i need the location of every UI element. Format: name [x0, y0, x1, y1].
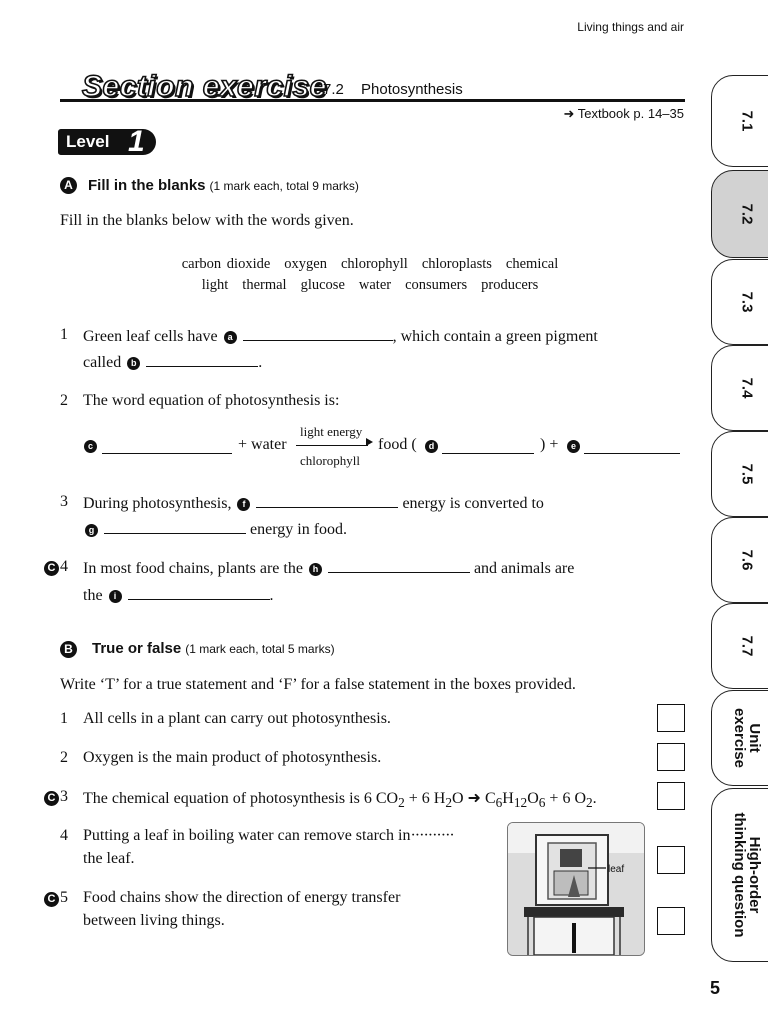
- question-text: During photosynthesis,: [83, 495, 232, 512]
- question-number: 4: [60, 558, 68, 575]
- equation-text: + 6 O: [545, 790, 586, 807]
- question-b5-line1: Food chains show the direction of energy transfer: [83, 889, 401, 906]
- word-bank-word: water: [358, 277, 392, 293]
- blank-marker-a: a: [224, 331, 237, 344]
- section-title: Section exercise: [82, 70, 327, 103]
- question-b4-line1: [83, 827, 454, 845]
- question-text: Green leaf cells have: [83, 328, 218, 345]
- tab-label: 7.3: [738, 291, 756, 313]
- question-a4-line1: [83, 558, 574, 578]
- arrow-head-icon: [366, 438, 373, 446]
- question-b3-text: [83, 788, 597, 811]
- question-a1-line2: [83, 352, 262, 372]
- equation-text: H: [502, 790, 514, 807]
- word-bank-word: carbon dioxide: [181, 256, 271, 272]
- word-bank-word: chemical: [505, 256, 559, 272]
- blank-marker-g: g: [85, 524, 98, 537]
- blank-marker-c: c: [84, 440, 97, 453]
- question-text: .: [258, 354, 263, 371]
- page-number: 5: [709, 978, 720, 998]
- word-bank-word: thermal: [242, 277, 287, 293]
- arrow-label-below: chlorophyll: [300, 453, 360, 468]
- title-rule: [60, 99, 685, 102]
- question-number: 1: [60, 710, 68, 727]
- answer-box-b4[interactable]: [657, 846, 685, 874]
- tab-high-order-thinking[interactable]: [711, 788, 768, 962]
- answer-box-b1[interactable]: [657, 704, 685, 732]
- question-b4-line2: the leaf.: [83, 850, 135, 867]
- blank-c[interactable]: [102, 439, 232, 454]
- blank-d[interactable]: [442, 439, 534, 454]
- question-number: 5: [60, 889, 68, 906]
- blank-a[interactable]: [243, 326, 393, 341]
- question-text: energy is converted to: [402, 495, 544, 512]
- question-a1-line1: [83, 326, 598, 346]
- reaction-arrow: [296, 445, 368, 446]
- tab-label: 7.6: [738, 549, 756, 571]
- word-bank-word: chlorophyll: [340, 256, 408, 272]
- question-a2-text: The word equation of photosynthesis is:: [83, 392, 340, 409]
- tab-label-line: thinking question: [731, 812, 748, 938]
- answer-box-b2[interactable]: [657, 743, 685, 771]
- question-number: 4: [60, 827, 68, 844]
- tab-7-5[interactable]: [711, 431, 768, 517]
- question-number: 3: [60, 788, 68, 805]
- equation-text: + 6 H: [404, 790, 446, 807]
- question-text: energy in food.: [250, 521, 348, 538]
- running-header: Living things and air: [577, 20, 684, 34]
- equation-close: ) +: [540, 436, 559, 453]
- blank-marker-d: d: [425, 440, 438, 453]
- tab-unit-exercise[interactable]: [711, 690, 768, 786]
- tab-7-1[interactable]: [711, 75, 768, 167]
- word-bank-row-2: [150, 277, 590, 294]
- blank-marker-h: h: [309, 563, 322, 576]
- question-b2-text: Oxygen is the main product of photosynthesis.: [83, 749, 382, 766]
- subscript: 6: [495, 795, 503, 811]
- part-b-marker: B: [60, 641, 77, 658]
- word-bank-word: consumers: [405, 277, 468, 293]
- part-b-title: True or false: [92, 640, 182, 657]
- question-text: .: [269, 587, 274, 604]
- question-a4-line2: [83, 585, 274, 605]
- question-a3-line2: [83, 519, 347, 539]
- word-bank-word: light: [201, 277, 229, 293]
- question-number: 2: [60, 392, 68, 409]
- blank-e[interactable]: [584, 439, 680, 454]
- part-b-instruction: Write ‘T’ for a true statement and ‘F’ for a false statement in the boxes provided.: [60, 676, 576, 693]
- question-b5-line2: between living things.: [83, 912, 225, 929]
- tab-label: 7.5: [738, 463, 756, 485]
- tab-label: 7.4: [738, 377, 756, 399]
- photo-label-leaf: leaf: [608, 864, 625, 875]
- tab-label: 7.7: [738, 635, 756, 657]
- challenge-marker: C: [44, 561, 59, 576]
- word-bank-word: producers: [481, 277, 539, 293]
- tab-7-6[interactable]: [711, 517, 768, 603]
- question-b1-text: All cells in a plant can carry out photosynthesis.: [83, 710, 391, 727]
- answer-box-b3[interactable]: [657, 782, 685, 810]
- blank-marker-f: f: [237, 498, 250, 511]
- subscript: 12: [513, 795, 528, 811]
- tab-label: 7.2: [738, 203, 756, 225]
- equation-text: The chemical equation of photosynthesis is 6 CO: [83, 790, 399, 807]
- leader-dots: ··········: [410, 827, 454, 844]
- tab-label-line: High-order: [746, 836, 763, 914]
- blank-marker-b: b: [127, 357, 140, 370]
- part-a-heading: [88, 177, 359, 195]
- blank-b[interactable]: [146, 352, 258, 367]
- part-b-heading: [92, 640, 335, 658]
- blank-marker-e: e: [567, 440, 580, 453]
- equation-plus-water: + water: [238, 436, 287, 453]
- blank-h[interactable]: [328, 558, 470, 573]
- tab-label-line: Unit: [746, 723, 763, 753]
- tab-label-line: exercise: [731, 707, 748, 769]
- blank-marker-i: i: [109, 590, 122, 603]
- tab-label: 7.1: [738, 110, 756, 132]
- question-number: 2: [60, 749, 68, 766]
- part-a-title: Fill in the blanks: [88, 177, 206, 194]
- subscript: 2: [586, 795, 593, 811]
- tab-label: [732, 813, 762, 938]
- part-a-marker: A: [60, 177, 77, 194]
- section-name: Photosynthesis: [361, 81, 463, 98]
- part-a-marks: (1 mark each, total 9 marks): [209, 179, 359, 193]
- equation-text: O ➜ C: [451, 790, 496, 807]
- question-a3-line1: [83, 493, 544, 513]
- level-badge: [58, 125, 156, 158]
- challenge-marker: C: [44, 791, 59, 806]
- challenge-marker: C: [44, 892, 59, 907]
- question-number: 3: [60, 493, 68, 510]
- answer-box-b5[interactable]: [657, 907, 685, 935]
- beaker-illustration: [508, 823, 644, 955]
- word-bank-word: oxygen: [284, 256, 327, 272]
- equation-food: food (: [378, 436, 417, 453]
- part-b-marks: (1 mark each, total 5 marks): [185, 642, 335, 656]
- question-number: 1: [60, 326, 68, 343]
- question-text: and animals are: [473, 560, 575, 577]
- word-bank-word: chloroplasts: [421, 256, 492, 272]
- tab-7-4[interactable]: [711, 345, 768, 431]
- section-number: 7.2: [323, 81, 344, 98]
- leaf-boiling-photo: [507, 822, 645, 956]
- word-bank-word: glucose: [300, 277, 345, 293]
- tab-label: [732, 708, 762, 768]
- question-text: Putting a leaf in boiling water can remove starch in: [83, 827, 411, 844]
- blank-g[interactable]: [104, 519, 246, 534]
- subscript: 6: [538, 795, 546, 811]
- subscript: 2: [398, 795, 405, 811]
- level-label: Level: [66, 132, 110, 151]
- level-number: 1: [128, 125, 145, 158]
- arrow-label-above: light energy: [300, 424, 363, 439]
- equation-text: O: [527, 790, 539, 807]
- part-a-instruction: Fill in the blanks below with the words given.: [60, 212, 354, 229]
- subscript: 2: [445, 795, 452, 811]
- question-text: called: [83, 354, 122, 371]
- tab-7-7[interactable]: [711, 603, 768, 689]
- tab-7-2[interactable]: [711, 170, 768, 258]
- question-text: the: [83, 587, 103, 604]
- question-text: In most food chains, plants are the: [83, 560, 303, 577]
- blank-i[interactable]: [128, 585, 270, 600]
- textbook-reference: ➜ Textbook p. 14–35: [563, 106, 684, 121]
- tab-7-3[interactable]: [711, 259, 768, 345]
- word-bank-row-1: [150, 256, 590, 273]
- question-text: , which contain a green pigment: [392, 328, 598, 345]
- blank-f[interactable]: [256, 493, 398, 508]
- equation-text: .: [592, 790, 597, 807]
